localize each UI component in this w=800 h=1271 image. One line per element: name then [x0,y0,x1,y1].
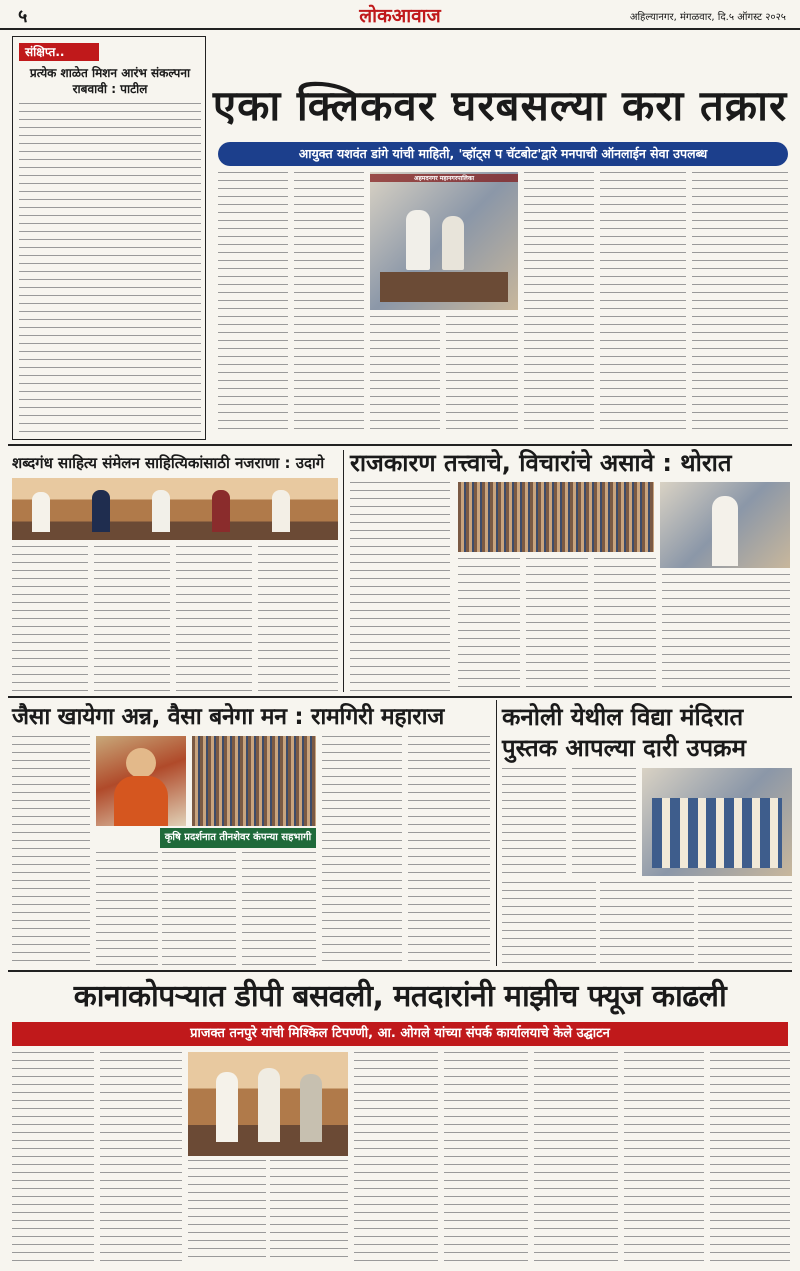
thorat-body-col1 [350,482,450,692]
sahitya-body-col1 [12,546,88,692]
sahitya-photo [12,478,338,540]
lead-body-col5 [524,172,594,436]
kanoli-body-col4 [600,882,694,966]
masthead-bar [0,0,800,30]
sahitya-body-col4 [258,546,338,692]
thorat-headline: राजकारण तत्त्वाचे, विचारांचे असावे : थोरात [350,449,732,477]
maharaj-box-title: कृषि प्रदर्शनात तीनशेवर कंपन्या सहभागी [160,828,316,848]
divider [8,970,792,972]
dateline: अहिल्यानगर, मंगळवार, दि.५ ऑगस्ट २०२५ [629,12,786,23]
kanoli-photo [642,768,792,876]
kanakopra-body-col9 [710,1052,790,1264]
kanakopra-headline: कानाकोपऱ्यात डीपी बसवली, मतदारांनी माझीच फ्यूज काढली [73,979,727,1014]
kanoli-body-col1 [502,768,566,876]
brief-column [12,36,206,440]
kanakopra-body-col8 [624,1052,704,1264]
thorat-body-col2 [458,558,520,692]
page-number: ५ [18,6,28,27]
kanoli-body-col5 [698,882,792,966]
brief-headline: प्रत्येक शाळेत मिशन आरंभ संकल्पना राबवावी : पाटील [29,66,191,96]
kanakopra-subhead: प्राजक्त तनपुरे यांची मिश्किल टिपण्णी, आ. ओगले यांच्या संपर्क कार्यालयाचे केले उद्घाटन [12,1022,788,1046]
divider [343,450,344,692]
lead-photo-caption: अहमदनगर महानगरपालिका [370,174,518,182]
brief-body-text [19,103,201,437]
kanakopra-body-col7 [534,1052,618,1264]
thorat-photo-speaker [660,482,790,568]
kanakopra-body-col3 [188,1160,266,1264]
maharaj-body-col6 [408,736,490,966]
maharaj-body-col2 [96,852,158,966]
lead-subhead: आयुक्त यशवंत डांगे यांची माहिती, 'व्हॉट्स प चॅटबोट'द्वारे मनपाची ऑनलाईन सेवा उपलब्ध [218,142,788,166]
divider [8,696,792,698]
thorat-photo-crowd [458,482,654,552]
thorat-body-col3 [526,558,588,692]
kanoli-headline: कनोली येथील विद्या मंदिरात पुस्तक आपल्या दारी उपक्रम [502,703,746,762]
sahitya-headline: शब्दगंध साहित्य संमेलन साहित्यिकांसाठी नजराणा : उदागे [12,454,325,472]
kanakopra-body-col4 [270,1160,348,1264]
thorat-body-col4 [594,558,656,692]
maharaj-body-col3 [162,852,236,966]
lead-body-col7 [692,172,788,436]
kanoli-body-col3 [502,882,596,966]
kanakopra-body-col1 [12,1052,94,1264]
sahitya-body-col3 [176,546,252,692]
kanakopra-body-col6 [444,1052,528,1264]
lead-body-col4 [446,316,518,436]
brief-label: संक्षिप्त.. [19,43,99,61]
lead-body-col2 [294,172,364,436]
divider [496,700,497,966]
masthead-logo: लोकआवाज [359,5,441,27]
maharaj-body-col5 [322,736,402,966]
sahitya-body-col2 [94,546,170,692]
maharaj-body-col1 [12,736,90,966]
kanakopra-body-col5 [354,1052,438,1264]
lead-headline: एका क्लिकवर घरबसल्या करा तक्रार [212,81,788,130]
maharaj-portrait [96,736,186,826]
lead-body-col1 [218,172,288,436]
divider [8,444,792,446]
kanoli-body-col2 [572,768,636,876]
lead-photo [370,172,518,310]
thorat-body-col5 [662,574,790,692]
kanakopra-photo [188,1052,348,1156]
kanakopra-body-col2 [100,1052,182,1264]
maharaj-headline: जैसा खायेगा अन्न, वैसा बनेगा मन : रामगिरी महाराज [12,704,445,730]
lead-body-col3 [370,316,440,436]
maharaj-crowd-photo [192,736,316,826]
lead-body-col6 [600,172,686,436]
maharaj-body-col4 [242,852,316,966]
